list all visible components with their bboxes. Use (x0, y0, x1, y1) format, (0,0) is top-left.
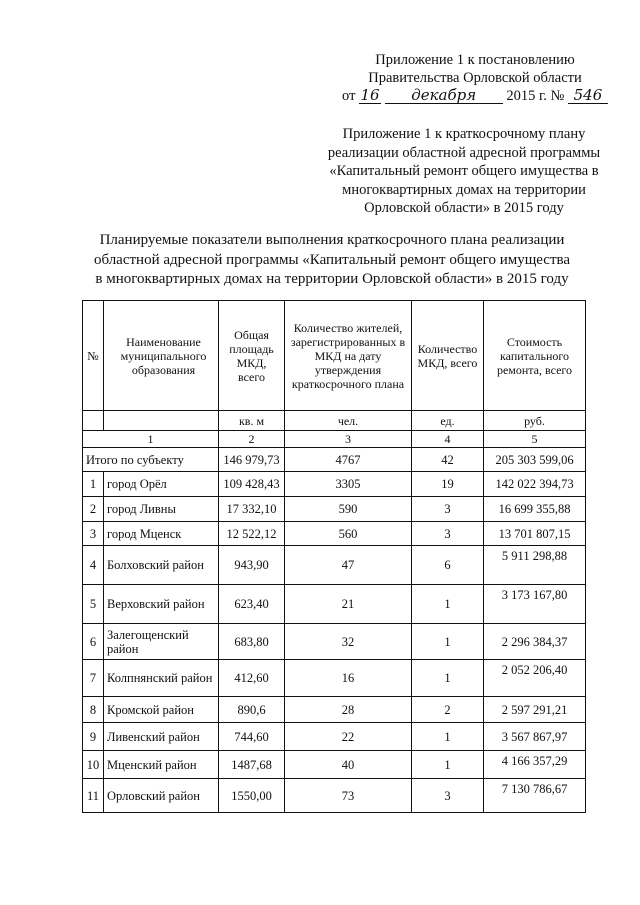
repair-cost-value: 4 166 357,29 (484, 751, 586, 779)
total-area-value: 109 428,43 (219, 472, 285, 497)
table-row (83, 723, 586, 751)
municipality-name: Верховский район (104, 585, 219, 624)
header-count: Количество МКД, всего (412, 301, 484, 411)
buildings-count-value: 3 (412, 779, 484, 813)
total-count: 42 (412, 448, 484, 472)
approval-header (340, 51, 610, 105)
table-row (83, 624, 586, 660)
table-row (83, 779, 586, 813)
appendix-line-1: Приложение 1 к краткосрочному плану (342, 126, 586, 142)
row-number: 2 (83, 497, 104, 522)
appendix-line-5: Орловской области» в 2015 году (364, 200, 564, 216)
approval-line-1: Приложение 1 к постановлению (375, 52, 575, 68)
repair-cost-value: 13 701 807,15 (484, 522, 586, 546)
residents-value: 28 (285, 697, 412, 723)
municipality-name: Болховский район (104, 546, 219, 585)
total-area-value: 623,40 (219, 585, 285, 624)
table-row (83, 585, 586, 624)
header-num: № (83, 301, 104, 411)
residents-value: 73 (285, 779, 412, 813)
row-number: 10 (83, 751, 104, 779)
municipality-name: город Орёл (104, 472, 219, 497)
residents-value: 22 (285, 723, 412, 751)
total-area-value: 412,60 (219, 660, 285, 697)
colnum-1: 1 (83, 431, 219, 448)
total-label: Итого по субъекту (83, 448, 219, 472)
appendix-line-4: многоквартирных домах на территории (342, 181, 586, 198)
document-title (72, 231, 592, 290)
title-line-1: Планируемые показатели выполнения краткосрочного плана реализации (99, 232, 565, 248)
total-area-value: 1487,68 (219, 751, 285, 779)
header-area: Общая площадь МКД, всего (219, 301, 285, 411)
repair-cost-value: 5 911 298,88 (484, 546, 586, 585)
total-area-value: 12 522,12 (219, 522, 285, 546)
residents-value: 21 (285, 585, 412, 624)
municipality-name: Кромской район (104, 697, 219, 723)
unit-count: ед. (412, 411, 484, 431)
appendix-line-2: реализации областной адресной программы (327, 144, 601, 161)
total-cost: 205 303 599,06 (484, 448, 586, 472)
units-name-empty (104, 411, 219, 431)
colnum-4: 4 (412, 431, 484, 448)
row-number: 8 (83, 697, 104, 723)
header-row (83, 301, 586, 411)
total-area-value: 17 332,10 (219, 497, 285, 522)
residents-value: 47 (285, 546, 412, 585)
repair-cost-value: 16 699 355,88 (484, 497, 586, 522)
header-name: Наименование муниципального образования (104, 301, 219, 411)
total-area: 146 979,73 (219, 448, 285, 472)
residents-value: 32 (285, 624, 412, 660)
colnum-2: 2 (219, 431, 285, 448)
row-number: 9 (83, 723, 104, 751)
residents-value: 40 (285, 751, 412, 779)
total-row (83, 448, 586, 472)
buildings-count-value: 1 (412, 723, 484, 751)
indicators-table (82, 300, 586, 813)
approval-line-2: Правительства Орловской области (368, 70, 582, 86)
repair-cost-value: 2 296 384,37 (484, 624, 586, 660)
units-num-empty (83, 411, 104, 431)
approval-date-line (340, 87, 610, 105)
total-area-value: 744,60 (219, 723, 285, 751)
residents-value: 16 (285, 660, 412, 697)
date-year: 2015 г. № (506, 88, 565, 104)
residents-value: 3305 (285, 472, 412, 497)
table-row (83, 751, 586, 779)
row-number: 5 (83, 585, 104, 624)
handwritten-number: 546 (568, 88, 608, 104)
residents-value: 590 (285, 497, 412, 522)
repair-cost-value: 2 597 291,21 (484, 697, 586, 723)
table-row (83, 660, 586, 697)
table-row (83, 472, 586, 497)
table-row (83, 697, 586, 723)
column-numbers-row (83, 431, 586, 448)
buildings-count-value: 19 (412, 472, 484, 497)
table-row (83, 497, 586, 522)
buildings-count-value: 3 (412, 497, 484, 522)
appendix-line-3: «Капитальный ремонт общего имущества в (329, 163, 599, 179)
repair-cost-value: 2 052 206,40 (484, 660, 586, 697)
row-number: 4 (83, 546, 104, 585)
row-number: 7 (83, 660, 104, 697)
row-number: 3 (83, 522, 104, 546)
total-residents: 4767 (285, 448, 412, 472)
municipality-name: Колпнянский район (104, 660, 219, 697)
buildings-count-value: 1 (412, 751, 484, 779)
unit-area: кв. м (219, 411, 285, 431)
repair-cost-value: 142 022 394,73 (484, 472, 586, 497)
date-prefix: от (342, 88, 356, 104)
row-number: 1 (83, 472, 104, 497)
repair-cost-value: 7 130 786,67 (484, 779, 586, 813)
row-number: 11 (83, 779, 104, 813)
handwritten-month: декабря (385, 88, 503, 104)
unit-residents: чел. (285, 411, 412, 431)
municipality-name: город Ливны (104, 497, 219, 522)
plan-appendix-header (312, 125, 616, 218)
title-line-3: в многоквартирных домах на территории Орловской области» в 2015 году (95, 271, 569, 287)
total-area-value: 890,6 (219, 697, 285, 723)
title-line-2: областной адресной программы «Капитальный ремонт общего имущества (93, 251, 571, 268)
unit-cost: руб. (484, 411, 586, 431)
municipality-name: Орловский район (104, 779, 219, 813)
buildings-count-value: 3 (412, 522, 484, 546)
buildings-count-value: 2 (412, 697, 484, 723)
total-area-value: 1550,00 (219, 779, 285, 813)
colnum-3: 3 (285, 431, 412, 448)
colnum-5: 5 (484, 431, 586, 448)
handwritten-day: 16 (360, 86, 380, 104)
repair-cost-value: 3 173 167,80 (484, 585, 586, 624)
header-cost: Стоимость капитального ремонта, всего (484, 301, 586, 411)
header-residents: Количество жителей, зарегистрированных в МКД на дату утверждения краткосрочного плана (285, 301, 412, 411)
residents-value: 560 (285, 522, 412, 546)
buildings-count-value: 1 (412, 624, 484, 660)
units-row (83, 411, 586, 431)
total-area-value: 943,90 (219, 546, 285, 585)
buildings-count-value: 1 (412, 660, 484, 697)
municipality-name: город Мценск (104, 522, 219, 546)
municipality-name: Мценский район (104, 751, 219, 779)
buildings-count-value: 6 (412, 546, 484, 585)
municipality-name: Залегощенский район (104, 624, 219, 660)
row-number: 6 (83, 624, 104, 660)
municipality-name: Ливенский район (104, 723, 219, 751)
repair-cost-value: 3 567 867,97 (484, 723, 586, 751)
total-area-value: 683,80 (219, 624, 285, 660)
table-row (83, 546, 586, 585)
buildings-count-value: 1 (412, 585, 484, 624)
table-row (83, 522, 586, 546)
